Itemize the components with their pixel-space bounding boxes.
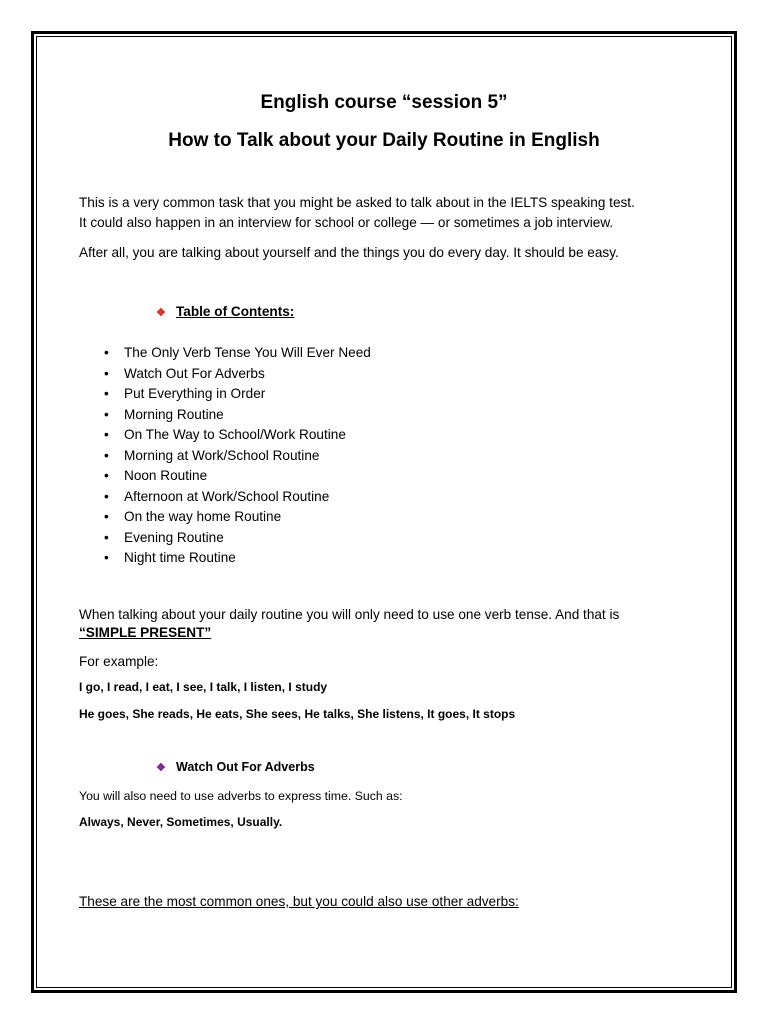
- doc-title: English course “session 5”: [260, 92, 508, 113]
- toc-list: [104, 343, 371, 569]
- arrow-bullet-icon: ❖: [156, 762, 166, 774]
- toc-heading: [156, 304, 294, 319]
- adverbs-line: You will also need to use adverbs to express time. Such as:: [79, 789, 403, 803]
- list-item: • On The Way to School/Work Routine: [104, 425, 371, 446]
- list-item: • Noon Routine: [104, 466, 371, 487]
- example-line-1: I go, I read, I eat, I see, I talk, I listen, I study: [79, 680, 328, 694]
- intro-line-3: After all, you are talking about yourself and the things you do every day. It should be easy.: [79, 245, 619, 260]
- doc-subtitle: How to Talk about your Daily Routine in English: [168, 130, 600, 151]
- toc-heading-label: Table of Contents:: [176, 304, 295, 319]
- list-item: • On the way home Routine: [104, 507, 371, 528]
- tense-intro: When talking about your daily routine you will only need to use one verb tense. And that is: [79, 607, 620, 622]
- arrow-bullet-icon: ❖: [156, 307, 166, 319]
- list-item: • Morning Routine: [104, 405, 371, 426]
- list-item: • Afternoon at Work/School Routine: [104, 487, 371, 508]
- simple-present-emphasis: “SIMPLE PRESENT”: [79, 625, 212, 640]
- example-label: For example:: [79, 654, 159, 669]
- intro-line-1: This is a very common task that you might be asked to talk about in the IELTS speaking test.: [79, 195, 635, 210]
- example-line-2: He goes, She reads, He eats, She sees, He talks, She listens, It goes, It stops: [79, 707, 516, 721]
- list-item: • Watch Out For Adverbs: [104, 364, 371, 385]
- list-item: • Night time Routine: [104, 548, 371, 569]
- adverbs-heading: [156, 760, 315, 774]
- adverbs-heading-label: Watch Out For Adverbs: [176, 760, 315, 774]
- list-item: • Evening Routine: [104, 528, 371, 549]
- list-item: • The Only Verb Tense You Will Ever Need: [104, 343, 371, 364]
- list-item: • Put Everything in Order: [104, 384, 371, 405]
- adverbs-closing: These are the most common ones, but you could also use other adverbs:: [79, 894, 519, 909]
- list-item: • Morning at Work/School Routine: [104, 446, 371, 467]
- intro-line-2: It could also happen in an interview for school or college — or sometimes a job interview.: [79, 215, 614, 230]
- adverbs-examples: Always, Never, Sometimes, Usually.: [79, 815, 283, 829]
